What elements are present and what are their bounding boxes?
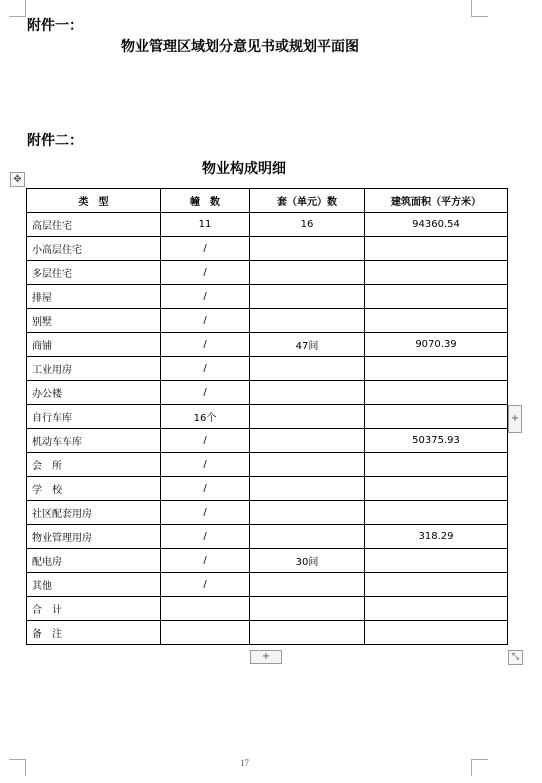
type-cell[interactable]: 排屋 [27,285,161,309]
table-row [27,237,508,261]
units-cell[interactable] [250,501,365,525]
type-cell[interactable]: 机动车车库 [27,429,161,453]
area-cell[interactable] [365,405,508,429]
buildings-cell[interactable]: / [161,333,250,357]
units-cell[interactable] [250,621,365,645]
buildings-cell[interactable]: / [161,525,250,549]
header-area[interactable]: 建筑面积（平方米） [365,189,508,213]
area-cell[interactable] [365,237,508,261]
attachment-1-label: 附件一： [27,18,83,34]
table-row [27,261,508,285]
table-move-handle[interactable] [10,172,25,187]
buildings-cell[interactable]: / [161,573,250,597]
type-cell[interactable]: 商铺 [27,333,161,357]
table-row [27,501,508,525]
units-cell[interactable] [250,237,365,261]
property-composition-table [26,188,508,645]
type-cell[interactable]: 社区配套用房 [27,501,161,525]
type-cell[interactable]: 多层住宅 [27,261,161,285]
page-corner-mark-bottom-left [9,759,26,776]
buildings-cell[interactable]: / [161,237,250,261]
buildings-cell[interactable]: / [161,477,250,501]
resize-icon: ⤡ [511,652,520,662]
units-cell[interactable] [250,597,365,621]
area-cell[interactable]: 94360.54 [365,213,508,237]
table-row [27,549,508,573]
table-resize-handle[interactable] [508,650,523,665]
buildings-cell[interactable]: / [161,261,250,285]
units-cell[interactable] [250,381,365,405]
page-corner-mark-bottom-right [471,759,488,776]
table-row [27,573,508,597]
buildings-cell[interactable]: 16个 [161,405,250,429]
buildings-cell[interactable]: / [161,309,250,333]
type-cell[interactable]: 合 计 [27,597,161,621]
buildings-cell[interactable]: / [161,285,250,309]
buildings-cell[interactable]: 11 [161,213,250,237]
page-number: 17 [240,758,249,768]
area-cell[interactable] [365,477,508,501]
table-row [27,453,508,477]
buildings-cell[interactable] [161,597,250,621]
attachment-1-title: 物业管理区域划分意见书或规划平面图 [121,39,359,55]
area-cell[interactable] [365,501,508,525]
area-cell[interactable] [365,357,508,381]
table-row [27,429,508,453]
move-icon: ✥ [13,174,22,185]
buildings-cell[interactable]: / [161,549,250,573]
page-corner-mark-top-left [9,0,26,17]
type-cell[interactable]: 备 注 [27,621,161,645]
type-cell[interactable]: 别墅 [27,309,161,333]
table-row [27,405,508,429]
area-cell[interactable]: 9070.39 [365,333,508,357]
table-row [27,285,508,309]
units-cell[interactable] [250,357,365,381]
area-cell[interactable] [365,285,508,309]
area-cell[interactable] [365,261,508,285]
table-row [27,309,508,333]
units-cell[interactable] [250,573,365,597]
area-cell[interactable] [365,309,508,333]
units-cell[interactable] [250,405,365,429]
table-row [27,381,508,405]
plus-icon: + [261,651,271,662]
units-cell[interactable] [250,477,365,501]
area-cell[interactable] [365,597,508,621]
table-row [27,333,508,357]
add-row-button[interactable] [250,650,282,664]
table-row [27,597,508,621]
area-cell[interactable] [365,573,508,597]
buildings-cell[interactable] [161,621,250,645]
units-cell[interactable] [250,453,365,477]
units-cell[interactable]: 30间 [250,549,365,573]
units-cell[interactable] [250,429,365,453]
units-cell[interactable] [250,525,365,549]
buildings-cell[interactable]: / [161,357,250,381]
table-header-row [27,189,508,213]
plus-icon: + [510,413,520,424]
units-cell[interactable]: 47间 [250,333,365,357]
type-cell[interactable]: 物业管理用房 [27,525,161,549]
area-cell[interactable]: 318.29 [365,525,508,549]
buildings-cell[interactable]: / [161,501,250,525]
area-cell[interactable] [365,453,508,477]
type-cell[interactable]: 小高层住宅 [27,237,161,261]
add-column-button[interactable] [508,405,522,433]
property-table-title: 物业构成明细 [202,161,286,177]
area-cell[interactable] [365,549,508,573]
buildings-cell[interactable]: / [161,381,250,405]
type-cell[interactable]: 高层住宅 [27,213,161,237]
header-buildings[interactable]: 幢 数 [161,189,250,213]
area-cell[interactable] [365,381,508,405]
attachment-2-label: 附件二： [27,133,83,149]
type-cell[interactable]: 其他 [27,573,161,597]
type-cell[interactable]: 自行车库 [27,405,161,429]
table-row [27,357,508,381]
type-cell[interactable]: 配电房 [27,549,161,573]
table-row [27,213,508,237]
type-cell[interactable]: 办公楼 [27,381,161,405]
units-cell[interactable] [250,285,365,309]
table-row [27,525,508,549]
area-cell[interactable] [365,621,508,645]
area-cell[interactable]: 50375.93 [365,429,508,453]
header-units[interactable]: 套（单元）数 [250,189,365,213]
buildings-cell[interactable]: / [161,429,250,453]
header-type[interactable]: 类 型 [27,189,161,213]
units-cell[interactable] [250,309,365,333]
table-row [27,477,508,501]
buildings-cell[interactable]: / [161,453,250,477]
table-row [27,621,508,645]
page-corner-mark-top-right [471,0,488,17]
units-cell[interactable]: 16 [250,213,365,237]
type-cell[interactable]: 学 校 [27,477,161,501]
units-cell[interactable] [250,261,365,285]
type-cell[interactable]: 工业用房 [27,357,161,381]
type-cell[interactable]: 会 所 [27,453,161,477]
